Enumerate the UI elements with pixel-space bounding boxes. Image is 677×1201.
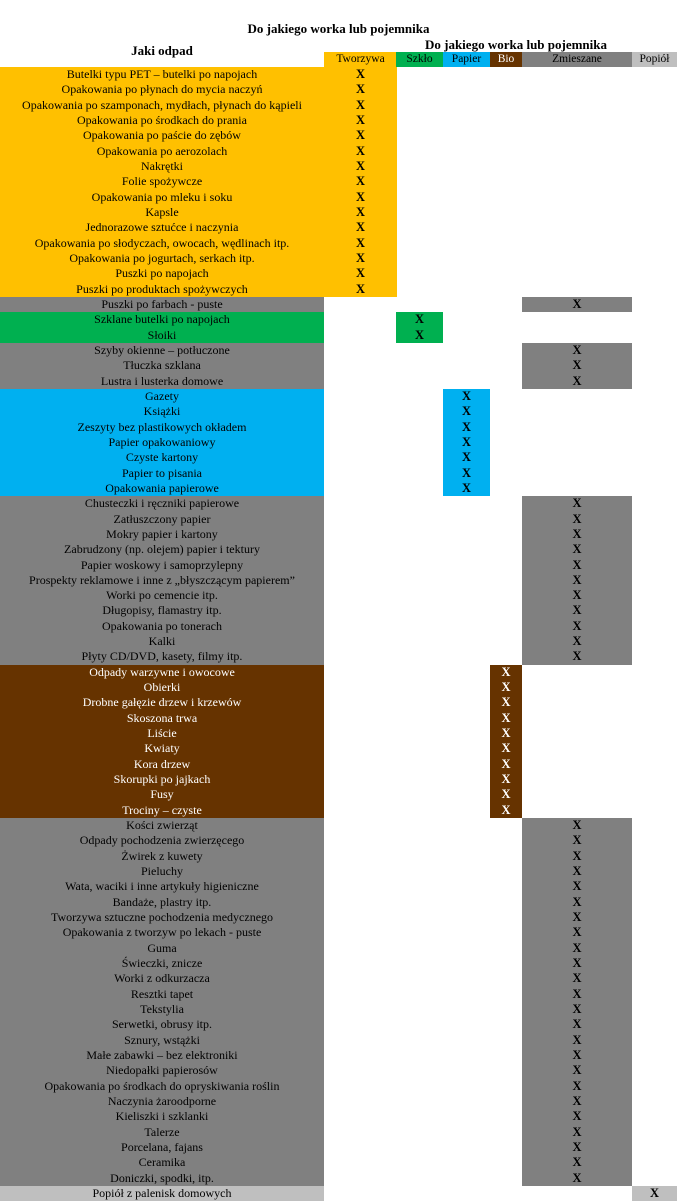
- table-row: [0, 1094, 677, 1109]
- table-row: [0, 481, 677, 496]
- table-row: [0, 159, 677, 174]
- waste-name: Jednorazowe sztućce i naczynia: [0, 220, 324, 235]
- bin-mark: X: [522, 895, 632, 910]
- waste-name: Chusteczki i ręczniki papierowe: [0, 496, 324, 511]
- table-row: [0, 895, 677, 910]
- waste-name: Pieluchy: [0, 864, 324, 879]
- table-row: [0, 558, 677, 573]
- bin-mark: X: [522, 358, 632, 373]
- table-row: [0, 236, 677, 251]
- bin-mark: X: [443, 481, 490, 496]
- bin-mark: X: [522, 1155, 632, 1170]
- bin-mark: X: [522, 527, 632, 542]
- waste-name: Papier to pisania: [0, 466, 324, 481]
- table-row: [0, 1002, 677, 1017]
- table-row: [0, 1125, 677, 1140]
- bin-mark: X: [522, 1109, 632, 1124]
- waste-name: Szyby okienne – potłuczone: [0, 343, 324, 358]
- bin-mark: X: [324, 282, 397, 297]
- bin-mark: X: [522, 956, 632, 971]
- table-row: [0, 282, 677, 297]
- waste-name: Resztki tapet: [0, 987, 324, 1002]
- waste-name: Kieliszki i szklanki: [0, 1109, 324, 1124]
- table-row: [0, 956, 677, 971]
- waste-name: Opakowania po aerozolach: [0, 144, 324, 159]
- table-row: [0, 680, 677, 695]
- table-row: [0, 787, 677, 802]
- table-row: [0, 98, 677, 113]
- waste-name: Kapsle: [0, 205, 324, 220]
- waste-name: Kalki: [0, 634, 324, 649]
- bin-mark: X: [522, 542, 632, 557]
- column-header-szklo: Szkło: [396, 52, 443, 67]
- bin-mark: X: [324, 82, 397, 97]
- table-row: [0, 297, 677, 312]
- table-row: [0, 128, 677, 143]
- bin-mark: X: [522, 634, 632, 649]
- bin-mark: X: [522, 1171, 632, 1186]
- waste-name: Papier woskowy i samoprzylepny: [0, 558, 324, 573]
- bin-mark: X: [522, 1002, 632, 1017]
- bin-mark: X: [522, 588, 632, 603]
- table-row: [0, 466, 677, 481]
- waste-name: Opakowania po tonerach: [0, 619, 324, 634]
- table-row: [0, 144, 677, 159]
- bin-mark: X: [522, 971, 632, 986]
- waste-name: Talerze: [0, 1125, 324, 1140]
- table-row: [0, 205, 677, 220]
- bin-mark: X: [522, 512, 632, 527]
- waste-name: Prospekty reklamowe i inne z „błyszczącym papierem”: [0, 573, 324, 588]
- waste-name: Opakowania po paście do zębów: [0, 128, 324, 143]
- bin-mark: X: [324, 236, 397, 251]
- table-row: [0, 726, 677, 741]
- bin-mark: X: [522, 987, 632, 1002]
- bin-mark: X: [522, 849, 632, 864]
- table-row: [0, 864, 677, 879]
- table-row: [0, 925, 677, 940]
- table-row: [0, 420, 677, 435]
- table-row: [0, 987, 677, 1002]
- waste-name: Skoszona trwa: [0, 711, 324, 726]
- bin-mark: X: [324, 220, 397, 235]
- bin-mark: X: [522, 603, 632, 618]
- waste-name: Płyty CD/DVD, kasety, filmy itp.: [0, 649, 324, 664]
- waste-name: Drobne gałęzie drzew i krzewów: [0, 695, 324, 710]
- bin-mark: X: [396, 328, 443, 343]
- table-row: [0, 374, 677, 389]
- bin-mark: X: [522, 1048, 632, 1063]
- waste-name: Puszki po napojach: [0, 266, 324, 281]
- table-row: [0, 450, 677, 465]
- bin-mark: X: [324, 174, 397, 189]
- waste-name: Kora drzew: [0, 757, 324, 772]
- bin-mark: X: [522, 1017, 632, 1032]
- bin-mark: X: [490, 726, 522, 741]
- table-row: [0, 67, 677, 82]
- table-row: [0, 1017, 677, 1032]
- waste-name: Opakowania po słodyczach, owocach, wędlinach itp.: [0, 236, 324, 251]
- column-header-papier: Papier: [443, 52, 490, 67]
- waste-column-title: Jaki odpad: [131, 43, 193, 58]
- waste-name: Niedopałki papierosów: [0, 1063, 324, 1078]
- column-header-zmieszane: Zmieszane: [522, 52, 632, 67]
- waste-name: Fusy: [0, 787, 324, 802]
- table-row: [0, 803, 677, 818]
- bin-mark: X: [490, 803, 522, 818]
- bin-mark: X: [522, 374, 632, 389]
- bin-mark: X: [522, 1079, 632, 1094]
- table-row: [0, 1171, 677, 1186]
- table-row: [0, 573, 677, 588]
- table-row: [0, 328, 677, 343]
- bin-mark: X: [522, 1033, 632, 1048]
- bin-mark: X: [490, 665, 522, 680]
- bin-mark: X: [522, 1140, 632, 1155]
- waste-name: Trociny – czyste: [0, 803, 324, 818]
- page-title: Do jakiego worka lub pojemnika: [247, 21, 430, 36]
- waste-name: Tworzywa sztuczne pochodzenia medycznego: [0, 910, 324, 925]
- waste-name: Lustra i lusterka domowe: [0, 374, 324, 389]
- waste-name: Puszki po produktach spożywczych: [0, 282, 324, 297]
- table-row: [0, 910, 677, 925]
- table-row: [0, 833, 677, 848]
- bin-mark: X: [443, 450, 490, 465]
- waste-name: Opakowania papierowe: [0, 481, 324, 496]
- bin-mark: X: [324, 190, 397, 205]
- waste-name: Doniczki, spodki, itp.: [0, 1171, 324, 1186]
- bin-mark: X: [522, 573, 632, 588]
- table-row: [0, 741, 677, 756]
- bin-mark: X: [522, 1094, 632, 1109]
- waste-name: Odpady warzywne i owocowe: [0, 665, 324, 680]
- column-header-popiol: Popiół: [632, 52, 677, 67]
- bin-mark: X: [522, 818, 632, 833]
- table-row: [0, 190, 677, 205]
- bin-mark: X: [443, 389, 490, 404]
- waste-name: Opakowania po środkach do opryskiwania roślin: [0, 1079, 324, 1094]
- waste-name: Butelki typu PET – butelki po napojach: [0, 67, 324, 82]
- bin-mark: X: [324, 205, 397, 220]
- table-row: [0, 1109, 677, 1124]
- bin-mark: X: [522, 297, 632, 312]
- table-row: [0, 1186, 677, 1201]
- waste-name: Ceramika: [0, 1155, 324, 1170]
- waste-name: Opakowania z tworzyw po lekach - puste: [0, 925, 324, 940]
- waste-name: Worki po cemencie itp.: [0, 588, 324, 603]
- bin-mark: X: [490, 680, 522, 695]
- waste-name: Odpady pochodzenia zwierzęcego: [0, 833, 324, 848]
- waste-name: Mokry papier i kartony: [0, 527, 324, 542]
- waste-name: Słoiki: [0, 328, 324, 343]
- waste-name: Folie spożywcze: [0, 174, 324, 189]
- waste-name: Opakowania po jogurtach, serkach itp.: [0, 251, 324, 266]
- table-row: [0, 312, 677, 327]
- table-row: [0, 266, 677, 281]
- bin-mark: X: [522, 925, 632, 940]
- table-row: [0, 941, 677, 956]
- table-row: [0, 588, 677, 603]
- waste-name: Zabrudzony (np. olejem) papier i tektury: [0, 542, 324, 557]
- table-row: [0, 1140, 677, 1155]
- bin-mark: X: [443, 466, 490, 481]
- waste-table: [0, 67, 677, 1201]
- bin-mark: X: [324, 113, 397, 128]
- table-row: [0, 404, 677, 419]
- waste-name: Serwetki, obrusy itp.: [0, 1017, 324, 1032]
- bin-mark: X: [522, 496, 632, 511]
- table-row: [0, 849, 677, 864]
- bin-mark: X: [443, 404, 490, 419]
- column-header-tworzywa: Tworzywa: [324, 52, 397, 67]
- waste-name: Małe zabawki – bez elektroniki: [0, 1048, 324, 1063]
- table-row: [0, 879, 677, 894]
- bin-mark: X: [324, 98, 397, 113]
- bin-mark: X: [324, 159, 397, 174]
- bin-mark: X: [396, 312, 443, 327]
- table-row: [0, 772, 677, 787]
- waste-name: Bandaże, plastry itp.: [0, 895, 324, 910]
- table-row: [0, 496, 677, 511]
- bin-mark: X: [324, 67, 397, 82]
- bin-mark: X: [490, 772, 522, 787]
- waste-name: Tłuczka szklana: [0, 358, 324, 373]
- bin-mark: X: [490, 787, 522, 802]
- bin-mark: X: [324, 128, 397, 143]
- table-row: [0, 818, 677, 833]
- table-row: [0, 1079, 677, 1094]
- waste-name: Kwiaty: [0, 741, 324, 756]
- bin-mark: X: [522, 343, 632, 358]
- waste-name: Nakrętki: [0, 159, 324, 174]
- waste-name: Żwirek z kuwety: [0, 849, 324, 864]
- column-header-bio: Bio: [490, 52, 522, 67]
- waste-name: Opakowania po szamponach, mydłach, płynach do kąpieli: [0, 98, 324, 113]
- waste-name: Liście: [0, 726, 324, 741]
- bin-mark: X: [522, 879, 632, 894]
- waste-name: Czyste kartony: [0, 450, 324, 465]
- bin-mark: X: [522, 864, 632, 879]
- table-row: [0, 695, 677, 710]
- waste-name: Popiół z palenisk domowych: [0, 1186, 324, 1201]
- table-row: [0, 358, 677, 373]
- table-row: [0, 1033, 677, 1048]
- waste-name: Obierki: [0, 680, 324, 695]
- table-row: [0, 1063, 677, 1078]
- table-row: [0, 113, 677, 128]
- bin-mark: X: [490, 757, 522, 772]
- table-row: [0, 527, 677, 542]
- waste-name: Kości zwierząt: [0, 818, 324, 833]
- waste-name: Naczynia żaroodporne: [0, 1094, 324, 1109]
- table-row: [0, 220, 677, 235]
- table-row: [0, 251, 677, 266]
- table-row: [0, 619, 677, 634]
- waste-name: Zeszyty bez plastikowych okładem: [0, 420, 324, 435]
- bin-mark: X: [522, 649, 632, 664]
- bin-mark: X: [443, 420, 490, 435]
- waste-name: Puszki po farbach - puste: [0, 297, 324, 312]
- waste-name: Porcelana, fajans: [0, 1140, 324, 1155]
- waste-name: Tekstylia: [0, 1002, 324, 1017]
- bin-mark: X: [490, 711, 522, 726]
- waste-name: Opakowania po środkach do prania: [0, 113, 324, 128]
- bin-mark: X: [522, 1063, 632, 1078]
- waste-name: Długopisy, flamastry itp.: [0, 603, 324, 618]
- waste-name: Gazety: [0, 389, 324, 404]
- table-row: [0, 971, 677, 986]
- waste-name: Opakowania po mleku i soku: [0, 190, 324, 205]
- column-group-title: Do jakiego worka lub pojemnika: [424, 37, 608, 52]
- waste-name: Sznury, wstążki: [0, 1033, 324, 1048]
- table-row: [0, 1155, 677, 1170]
- bin-mark: X: [443, 435, 490, 450]
- table-row: [0, 649, 677, 664]
- table-row: [0, 1048, 677, 1063]
- table-row: [0, 343, 677, 358]
- bin-mark: X: [522, 833, 632, 848]
- bin-mark: X: [324, 266, 397, 281]
- waste-name: Świeczki, znicze: [0, 956, 324, 971]
- bin-mark: X: [522, 941, 632, 956]
- waste-name: Papier opakowaniowy: [0, 435, 324, 450]
- waste-name: Opakowania po płynach do mycia naczyń: [0, 82, 324, 97]
- table-row: [0, 435, 677, 450]
- waste-name: Guma: [0, 941, 324, 956]
- bin-mark: X: [490, 695, 522, 710]
- waste-name: Zatłuszczony papier: [0, 512, 324, 527]
- table-row: [0, 603, 677, 618]
- bin-mark: X: [522, 558, 632, 573]
- table-row: [0, 711, 677, 726]
- waste-name: Książki: [0, 404, 324, 419]
- table-row: [0, 542, 677, 557]
- waste-name: Worki z odkurzacza: [0, 971, 324, 986]
- waste-name: Wata, waciki i inne artykuły higieniczne: [0, 879, 324, 894]
- bin-mark: X: [522, 1125, 632, 1140]
- bin-mark: X: [324, 251, 397, 266]
- bin-mark: X: [632, 1186, 677, 1201]
- waste-name: Szklane butelki po napojach: [0, 312, 324, 327]
- bin-mark: X: [490, 741, 522, 756]
- table-row: [0, 512, 677, 527]
- table-row: [0, 634, 677, 649]
- table-row: [0, 757, 677, 772]
- table-row: [0, 389, 677, 404]
- bin-mark: X: [522, 910, 632, 925]
- waste-name: Skorupki po jajkach: [0, 772, 324, 787]
- table-row: [0, 665, 677, 680]
- table-row: [0, 82, 677, 97]
- bin-mark: X: [324, 144, 397, 159]
- bin-mark: X: [522, 619, 632, 634]
- table-row: [0, 174, 677, 189]
